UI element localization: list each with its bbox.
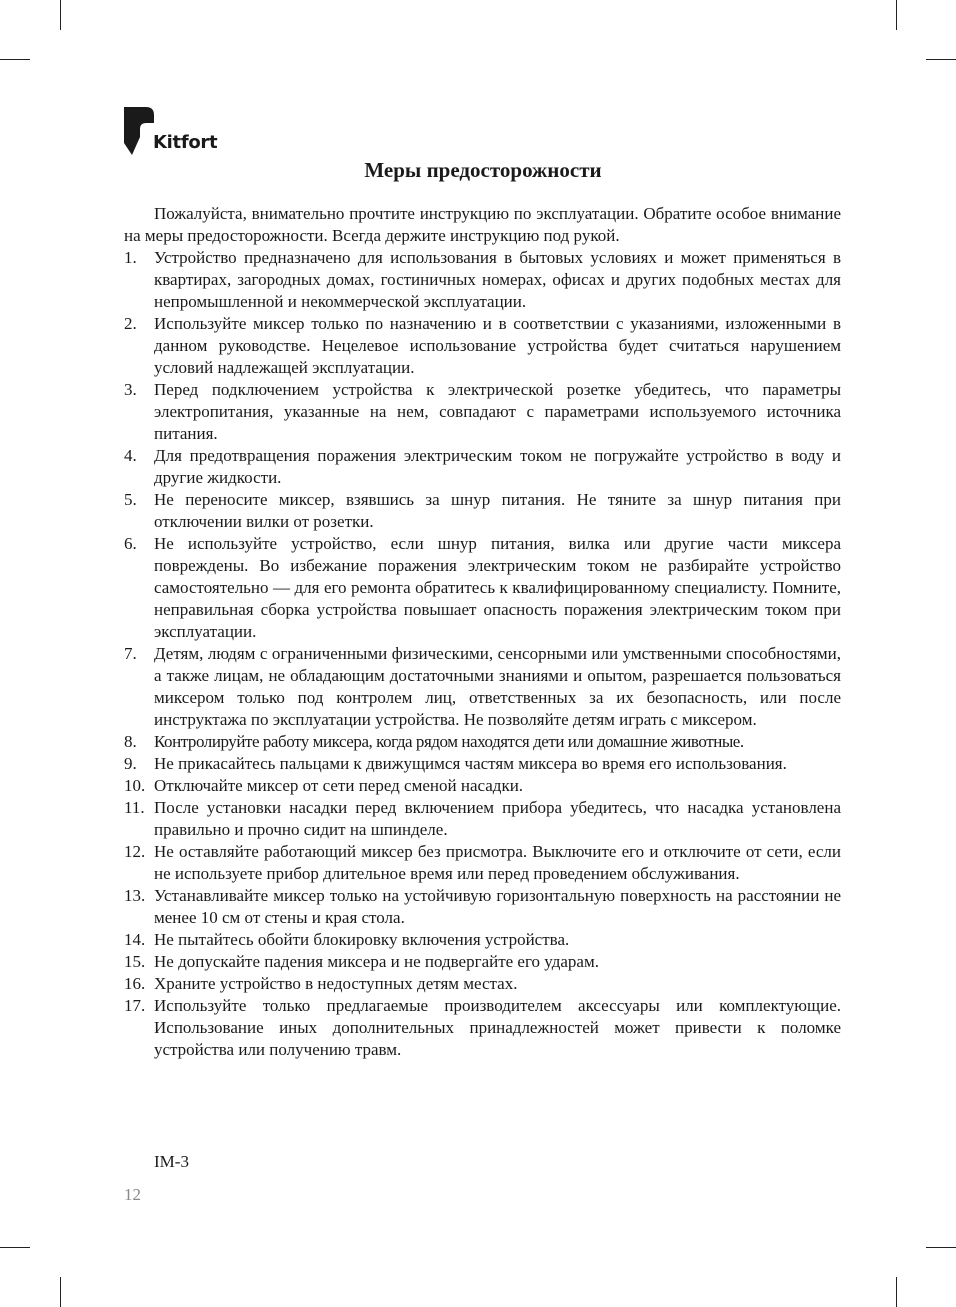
- item-number: 10.: [124, 776, 146, 795]
- item-number: 2.: [124, 314, 137, 333]
- list-item: [124, 841, 841, 885]
- item-number: 5.: [124, 490, 137, 509]
- item-number: 6.: [124, 534, 137, 553]
- list-item: [124, 379, 841, 445]
- item-text: Не пытайтесь обойти блокировку включения устройства.: [154, 930, 570, 949]
- list-item: [124, 973, 841, 995]
- list-item: [124, 533, 841, 643]
- item-text: Контролируйте работу миксера, когда рядом находятся дети или домашние животные.: [154, 732, 744, 751]
- item-number: 3.: [124, 380, 137, 399]
- list-item: [124, 313, 841, 379]
- item-number: 4.: [124, 446, 137, 465]
- item-number: 7.: [124, 644, 137, 663]
- item-text: Детям, людям с ограниченными физическими, сенсорными или умственными способностями, а также лицам, не обладающим достаточными знаниями и опытом, разрешается пользоваться миксером только под контролем лиц, ответственных за их безопасность, или после инструктажа по эксплуатации устройства. Не позволяйте детям играть с миксером.: [154, 644, 841, 729]
- item-text: Устройство предназначено для использования в бытовых условиях и может применяться в квартирах, загородных домах, гостиничных номерах, офисах и других подобных местах для непромышленной и некоммерческой эксплуатации.: [154, 248, 841, 311]
- item-number: 1.: [124, 248, 137, 267]
- crop-mark: [60, 1277, 61, 1307]
- model-code: IM-3: [154, 1152, 189, 1171]
- item-text: Для предотвращения поражения электрическим током не погружайте устройство в воду и другие жидкости.: [154, 446, 841, 487]
- precautions-list: [124, 247, 841, 1061]
- kitfort-logo-icon: [124, 107, 154, 155]
- list-item: [124, 731, 841, 753]
- item-text: Используйте только предлагаемые производителем аксессуары или комплектующие. Использование иных дополнительных принадлежностей может привести к поломке устройства или получению травм.: [154, 996, 841, 1059]
- list-item: [124, 775, 841, 797]
- item-number: 15.: [124, 952, 146, 971]
- item-number: 16.: [124, 974, 146, 993]
- item-text: Не используйте устройство, если шнур питания, вилка или другие части миксера повреждены. Во избежание поражения электрическим током не разбирайте устройство самостоятельно — для его ремонта обратитесь к квалифицированному специалисту. Помните, неправильная сборка устройства повышает опасность поражения электрическим током при эксплуатации.: [154, 534, 841, 641]
- item-number: 9.: [124, 754, 137, 773]
- crop-mark: [60, 0, 61, 30]
- item-number: 8.: [124, 732, 137, 751]
- crop-mark: [926, 1247, 956, 1248]
- item-text: Храните устройство в недоступных детям местах.: [154, 974, 518, 993]
- list-item: [124, 929, 841, 951]
- crop-mark: [896, 1277, 897, 1307]
- list-item: [124, 643, 841, 731]
- list-item: [124, 995, 841, 1061]
- item-text: Устанавливайте миксер только на устойчивую горизонтальную поверхность на расстоянии не менее 10 см от стены и края стола.: [154, 886, 841, 927]
- crop-mark: [896, 0, 897, 30]
- item-text: Не допускайте падения миксера и не подвергайте его ударам.: [154, 952, 599, 971]
- list-item: [124, 797, 841, 841]
- item-text: Используйте миксер только по назначению и в соответствии с указаниями, изложенными в данном руководстве. Нецелевое использование устройства будет считаться нарушением условий надлежащей эксплуатации.: [154, 314, 841, 377]
- kitfort-logo: [124, 107, 224, 155]
- list-item: [124, 489, 841, 533]
- crop-mark: [0, 59, 30, 60]
- item-text: После установки насадки перед включением прибора убедитесь, что насадка установлена правильно и прочно сидит на шпинделе.: [154, 798, 841, 839]
- page-number: 12: [124, 1185, 141, 1204]
- brand-name: Kitfort: [153, 132, 218, 153]
- list-item: [124, 885, 841, 929]
- item-number: 17.: [124, 996, 146, 1015]
- item-number: 14.: [124, 930, 146, 949]
- item-text: Отключайте миксер от сети перед сменой насадки.: [154, 776, 524, 795]
- precautions-content: [124, 203, 841, 1061]
- item-number: 12.: [124, 842, 146, 861]
- crop-mark: [926, 59, 956, 60]
- list-item: [124, 753, 841, 775]
- intro-paragraph: Пожалуйста, внимательно прочтите инструкцию по эксплуатации. Обратите особое внимание на меры предосторожности. Всегда держите инструкцию под рукой.: [124, 204, 841, 245]
- list-item: [124, 445, 841, 489]
- crop-mark: [0, 1247, 30, 1248]
- item-number: 13.: [124, 886, 146, 905]
- item-number: 11.: [124, 798, 145, 817]
- item-text: Не оставляйте работающий миксер без присмотра. Выключите его и отключите от сети, если не используете прибор длительное время или перед проведением обслуживания.: [154, 842, 841, 883]
- item-text: Не переносите миксер, взявшись за шнур питания. Не тяните за шнур питания при отключении вилки от розетки.: [154, 490, 841, 531]
- list-item: [124, 951, 841, 973]
- item-text: Перед подключением устройства к электрической розетке убедитесь, что параметры электропитания, указанные на нем, совпадают с параметрами используемого источника питания.: [154, 380, 841, 443]
- page-title: Меры предосторожности: [364, 158, 602, 182]
- item-text: Не прикасайтесь пальцами к движущимся частям миксера во время его использования.: [154, 754, 787, 773]
- list-item: [124, 247, 841, 313]
